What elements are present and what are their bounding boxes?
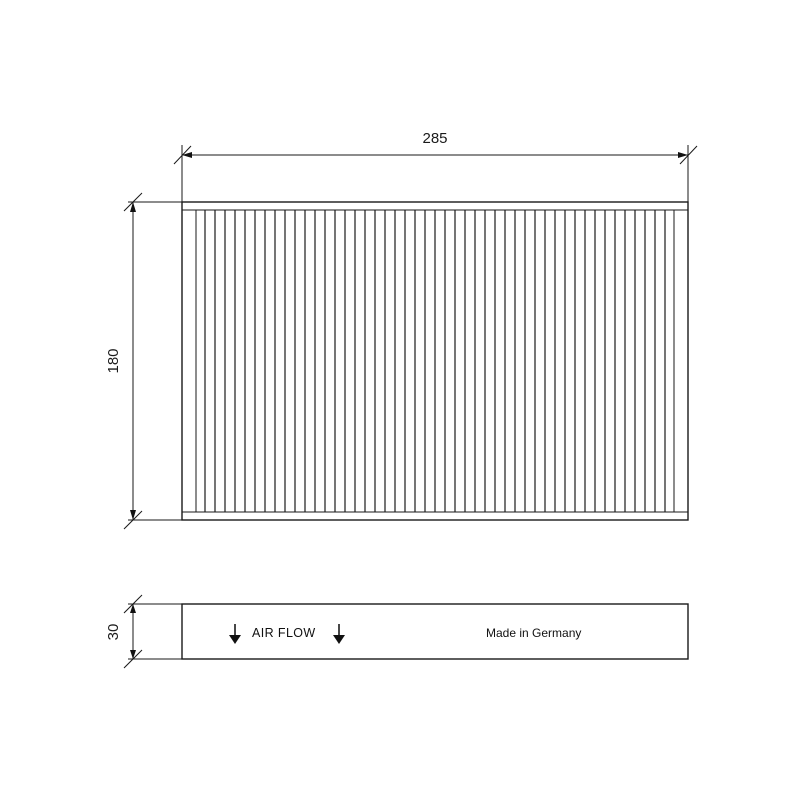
air-flow-label: AIR FLOW	[252, 626, 316, 640]
width-dimension	[174, 130, 697, 205]
height-value: 180	[105, 348, 122, 374]
made-in-label: Made in Germany	[486, 626, 582, 640]
thickness-value: 30	[105, 623, 122, 641]
thickness-arrow-top	[130, 604, 136, 613]
thickness-arrow-bottom	[130, 650, 136, 659]
filter-front-view	[182, 202, 688, 520]
width-value: 285	[422, 130, 448, 147]
height-dimension	[105, 193, 182, 529]
filter-side-view	[182, 604, 688, 659]
thickness-dimension	[105, 595, 182, 668]
width-arrow-left	[182, 152, 192, 158]
